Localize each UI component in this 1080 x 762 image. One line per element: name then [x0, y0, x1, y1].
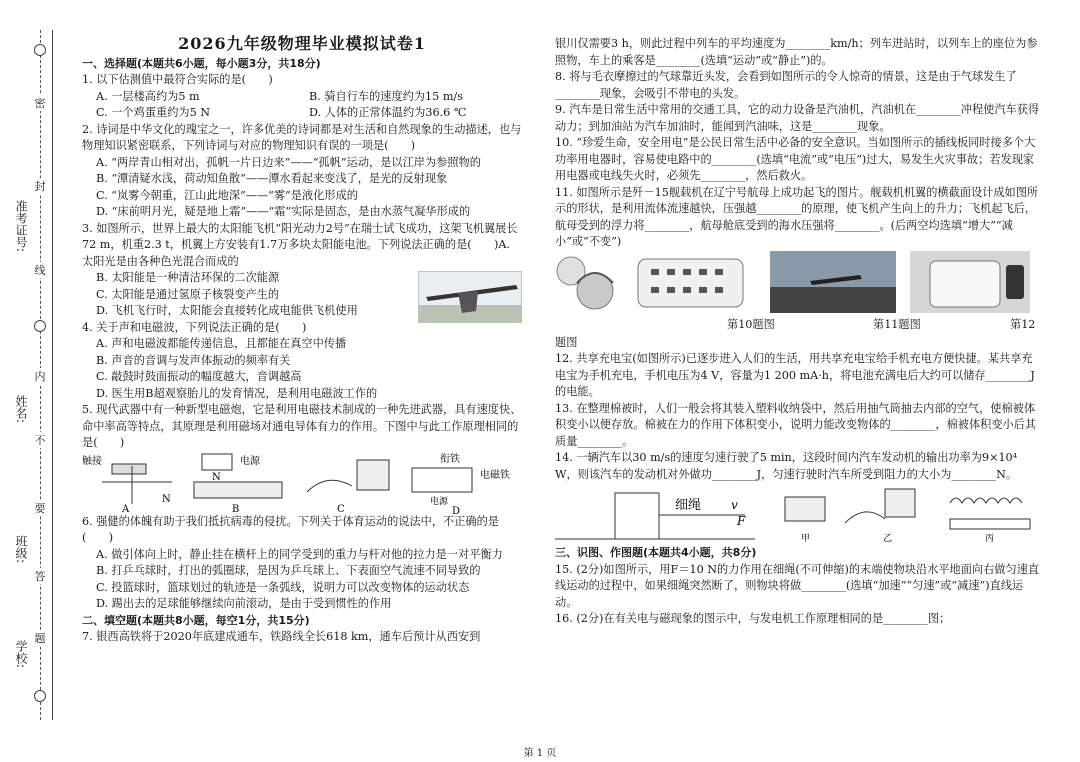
q4-option-d: D. 医生用B超观察胎儿的发育情况，是利用电磁波工作的	[96, 386, 378, 400]
right-column	[555, 36, 1040, 628]
figure-bing	[950, 498, 1030, 544]
q13-text: 13. 在整理棉被时，人们一般会将其装入塑料收纳袋中，然后用抽气筒抽去内部的空气，使棉被体积变小以便存放。棉被在力的作用下体积变小，说明力能改变物体的________，棉被体积变小后其质量________。	[555, 401, 1037, 448]
touch-label: 触接	[82, 455, 102, 467]
svg-text:N: N	[212, 471, 221, 483]
q1-option-b: B. 骑自行车的速度约为15 m/s	[309, 89, 463, 103]
figure-yi	[845, 489, 915, 544]
q6-stem: 6. 强健的体魄有助于我们抵抗病毒的侵扰。下列关于体育运动的说法中，不正确的是( )	[82, 514, 499, 544]
figure-jia	[785, 497, 825, 544]
seal-char: 要	[34, 502, 46, 515]
source-label: 电源	[430, 496, 449, 507]
iron-label: 衔铁	[440, 453, 460, 465]
q1-option-c: C. 一个鸡蛋重约为5 N	[96, 106, 211, 119]
section-1-heading: 一、选择题(本题共6小题，每小题3分，共18分)	[82, 56, 321, 70]
svg-text:N: N	[162, 493, 171, 505]
magnet-label: 电磁铁	[480, 469, 510, 481]
binding-hole	[34, 690, 46, 702]
q12-text: 12. 共享充电宝(如图所示)已逐步进入人们的生活，用共享充电宝给手机充电方便快捷。某共享充电宝为手机充电，手机电压为4 V，容量为1 200 mA·h，将电池充满电后大约可以储存________J的电能。	[555, 352, 1035, 398]
margin-border	[52, 30, 53, 720]
q15-q16-figures	[555, 483, 1040, 545]
q9-text: 9. 汽车是日常生活中常用的交通工具，它的动力设备是汽油机，汽油机在________冲程使汽车获得动力；到加油站为汽车加油时，能闻到汽油味，这是________现象。	[555, 103, 1040, 133]
q10-text: 10. “珍爱生命，安全用电”是公民日常生活中必备的安全意识。当如图所示的插线板同时接多个大功率用电器时，容易使电路中的________(选填“电流”或“电压”)过大，易发生火灾事故；若发现家用电器或电线失火时，必须先________，然后救火。	[555, 136, 1036, 182]
name-label: 姓名:	[14, 395, 28, 424]
q14-block	[555, 450, 1040, 545]
q16-text: 16. (2分)在有关电与磁现象的图示中，与发电机工作原理相同的是________图；	[555, 612, 951, 625]
q1-option-a: A. 一层楼高约为5 m	[96, 89, 200, 103]
q14-text: 14. 一辆汽车以30 m/s的速度匀速行驶了5 min，这段时间内汽车发动机的输出功率为9×10⁴ W，则该汽车的发动机对外做功________J，匀速行驶时汽车所受到阻力的大小为________N。	[555, 451, 1018, 481]
yi-label: 乙	[883, 534, 893, 544]
q3-block	[82, 221, 522, 320]
figure-b-label: B	[232, 503, 240, 514]
q1-option-d: D. 人体的正常体温约为36.6 ℃	[309, 106, 467, 119]
figure-c-label: C	[337, 503, 345, 514]
figure-11-caption: 第11题图	[873, 317, 921, 331]
q11-text: 11. 如图所示是歼－15舰载机在辽宁号航母上成功起飞的图片。舰载机机翼的横截面设计成如图所示的形状，是利用流体流速越快，压强越________的原理，使飞机产生向上的升力；飞机起飞后，航母受到的浮力将________，航母舱底受到的海水压强将________。(后两空均选填“增大”“减小”或“不变”)	[555, 185, 1039, 248]
figure-d	[412, 452, 510, 514]
figures-row	[555, 251, 1040, 335]
f-label: F	[737, 514, 746, 528]
power-strip-photo	[633, 251, 748, 313]
binding-margin	[0, 0, 52, 762]
q4-option-b: B. 声音的音调与发声体振动的频率有关	[96, 353, 291, 367]
q5-figures	[82, 452, 522, 514]
class-label: 班级:	[14, 535, 28, 564]
q4-option-c: C. 敲鼓时鼓面振动的幅度越大，音调越高	[96, 370, 302, 383]
section-3-heading: 三、识图、作图题(本题共4小题，共8分)	[555, 546, 757, 559]
q2-stem: 2. 诗词是中华文化的瑰宝之一，许多优美的诗词都是对生活和自然现象的生动描述，也与物理知识紧密联系，下列诗词与对应的物理知识有误的一项是( )	[82, 122, 522, 152]
q2-option-b: B. “潭清疑水浅，荷动知鱼散”——潭水看起来变浅了，是光的反射现象	[96, 172, 448, 185]
q4-option-a: A. 声和电磁波都能传递信息，且都能在真空中传播	[96, 337, 347, 350]
q7-start: 7. 银西高铁将于2020年底建成通车，铁路线全长618 km，通车后预计从西安到	[82, 630, 481, 643]
figure-d-label: D	[452, 505, 461, 514]
q5-stem: 5. 现代武器中有一种新型电磁炮，它是利用电磁技术制成的一种先进武器，具有速度快、命中率高等特点，其原理是利用磁场对通电导体有力的作用。下图中与此工作原理相同的是( )	[82, 403, 522, 449]
block-rope-figure	[555, 493, 755, 539]
figure-12-caption-start: 第12	[1010, 317, 1036, 331]
power-label: 电源	[240, 455, 260, 467]
seal-char: 题	[34, 632, 46, 645]
school-label: 学校:	[14, 640, 28, 669]
seal-char: 密	[34, 97, 46, 110]
power-bank-photo	[910, 251, 1030, 313]
q2-option-c: C. “岚雾今朝重，江山此地深”——“雾”是液化形成的	[96, 188, 358, 202]
figure-c	[307, 460, 389, 514]
q7-continued: 银川仅需要3 h，则此过程中列车的平均速度为________km/h；列车进站时，以列车上的座位为参照物，车上的乘客是________(选填“运动”或“静止”)的。	[555, 37, 1038, 67]
figure-b	[194, 454, 282, 514]
q15-text: 15. (2分)如图所示，用F＝10 N的力作用在细绳(不可伸缩)的末端使物块沿水平地面向右做匀速直线运动的过程中，如果细绳突然断了，则物块将做________(选填“加速”“匀速”或“减速”)直线运动。	[555, 562, 1040, 609]
seal-char: 内	[34, 370, 46, 383]
q1-stem: 1. 以下估测值中最符合实际的是( )	[82, 73, 273, 86]
binding-hole	[34, 320, 46, 332]
left-column	[82, 36, 522, 646]
section-2-heading: 二、填空题(本题共8小题，每空1分，共15分)	[82, 613, 310, 627]
q8-text: 8. 将与毛衣摩擦过的气球靠近头发，会看到如图所示的令人惊奇的情景，这是由于气球发生了________现象，会吸引不带电的头发。	[555, 70, 1017, 100]
seal-char: 线	[34, 264, 46, 277]
q2-option-d: D. “床前明月光，疑是地上霜”——“霜”实际是固态，是由水蒸气凝华形成的	[96, 205, 471, 218]
jia-label: 甲	[801, 534, 811, 544]
figure-12-caption-end: 题图	[555, 335, 578, 349]
balloon-girl-photo	[555, 253, 615, 313]
q6-option-d: D. 踢出去的足球能够继续向前滚动，是由于受到惯性的作用	[96, 597, 392, 610]
figure-a	[82, 454, 172, 514]
q6-option-a: A. 做引体向上时，静止挂在横杆上的同学受到的重力与杆对他的拉力是一对平衡力	[96, 547, 503, 561]
q1-options-row2	[82, 105, 522, 122]
bing-label: 丙	[985, 534, 995, 544]
seal-char: 答	[34, 570, 46, 583]
carrier-jet-photo	[770, 251, 896, 313]
v-label: v	[731, 498, 738, 512]
q2-option-a: A. “两岸青山相对出，孤帆一片日边来”——“孤帆”运动，是以江岸为参照物的	[96, 155, 481, 169]
q6-option-c: C. 投篮球时，篮球划过的轨迹是一条弧线，说明力可以改变物体的运动状态	[96, 580, 470, 594]
solar-plane-photo	[418, 271, 522, 323]
q4-stem: 4. 关于声和电磁波，下列说法正确的是( )	[82, 320, 307, 334]
page-number: 第 1 页	[523, 748, 557, 759]
q3-option-b: B. 太阳能是一种清洁环保的二次能源	[96, 271, 280, 284]
rope-label: 细绳	[675, 498, 702, 513]
seal-char: 封	[34, 180, 46, 193]
q3-stem: 3. 如图所示，世界上最大的太阳能飞机“阳光动力2号”在瑞士试飞成功，这架飞机翼展长72 m，机重2.3 t，机翼上方安装有1.7万多块太阳能电池。下列说法正确的是( )A. 太阳光是由各种色光混合而成的	[82, 221, 518, 268]
figure-a-label: A	[122, 503, 130, 514]
exam-title: 2026九年级物理毕业模拟试卷1	[178, 34, 426, 53]
binding-hole	[34, 44, 46, 56]
q3-option-d: D. 飞机飞行时，太阳能会直接转化成电能供飞机使用	[96, 304, 358, 317]
figure-10-caption: 第10题图	[727, 317, 775, 331]
seal-char: 不	[34, 434, 46, 447]
q1-options-row1	[82, 89, 522, 106]
q6-option-b: B. 打乒乓球时，打出的弧圈球，是因为乒乓球上、下表面空气流速不同导致的	[96, 564, 481, 577]
exam-number-label: 准考证号:	[14, 200, 28, 253]
q3-option-c: C. 太阳能是通过氢原子核裂变产生的	[96, 287, 280, 301]
